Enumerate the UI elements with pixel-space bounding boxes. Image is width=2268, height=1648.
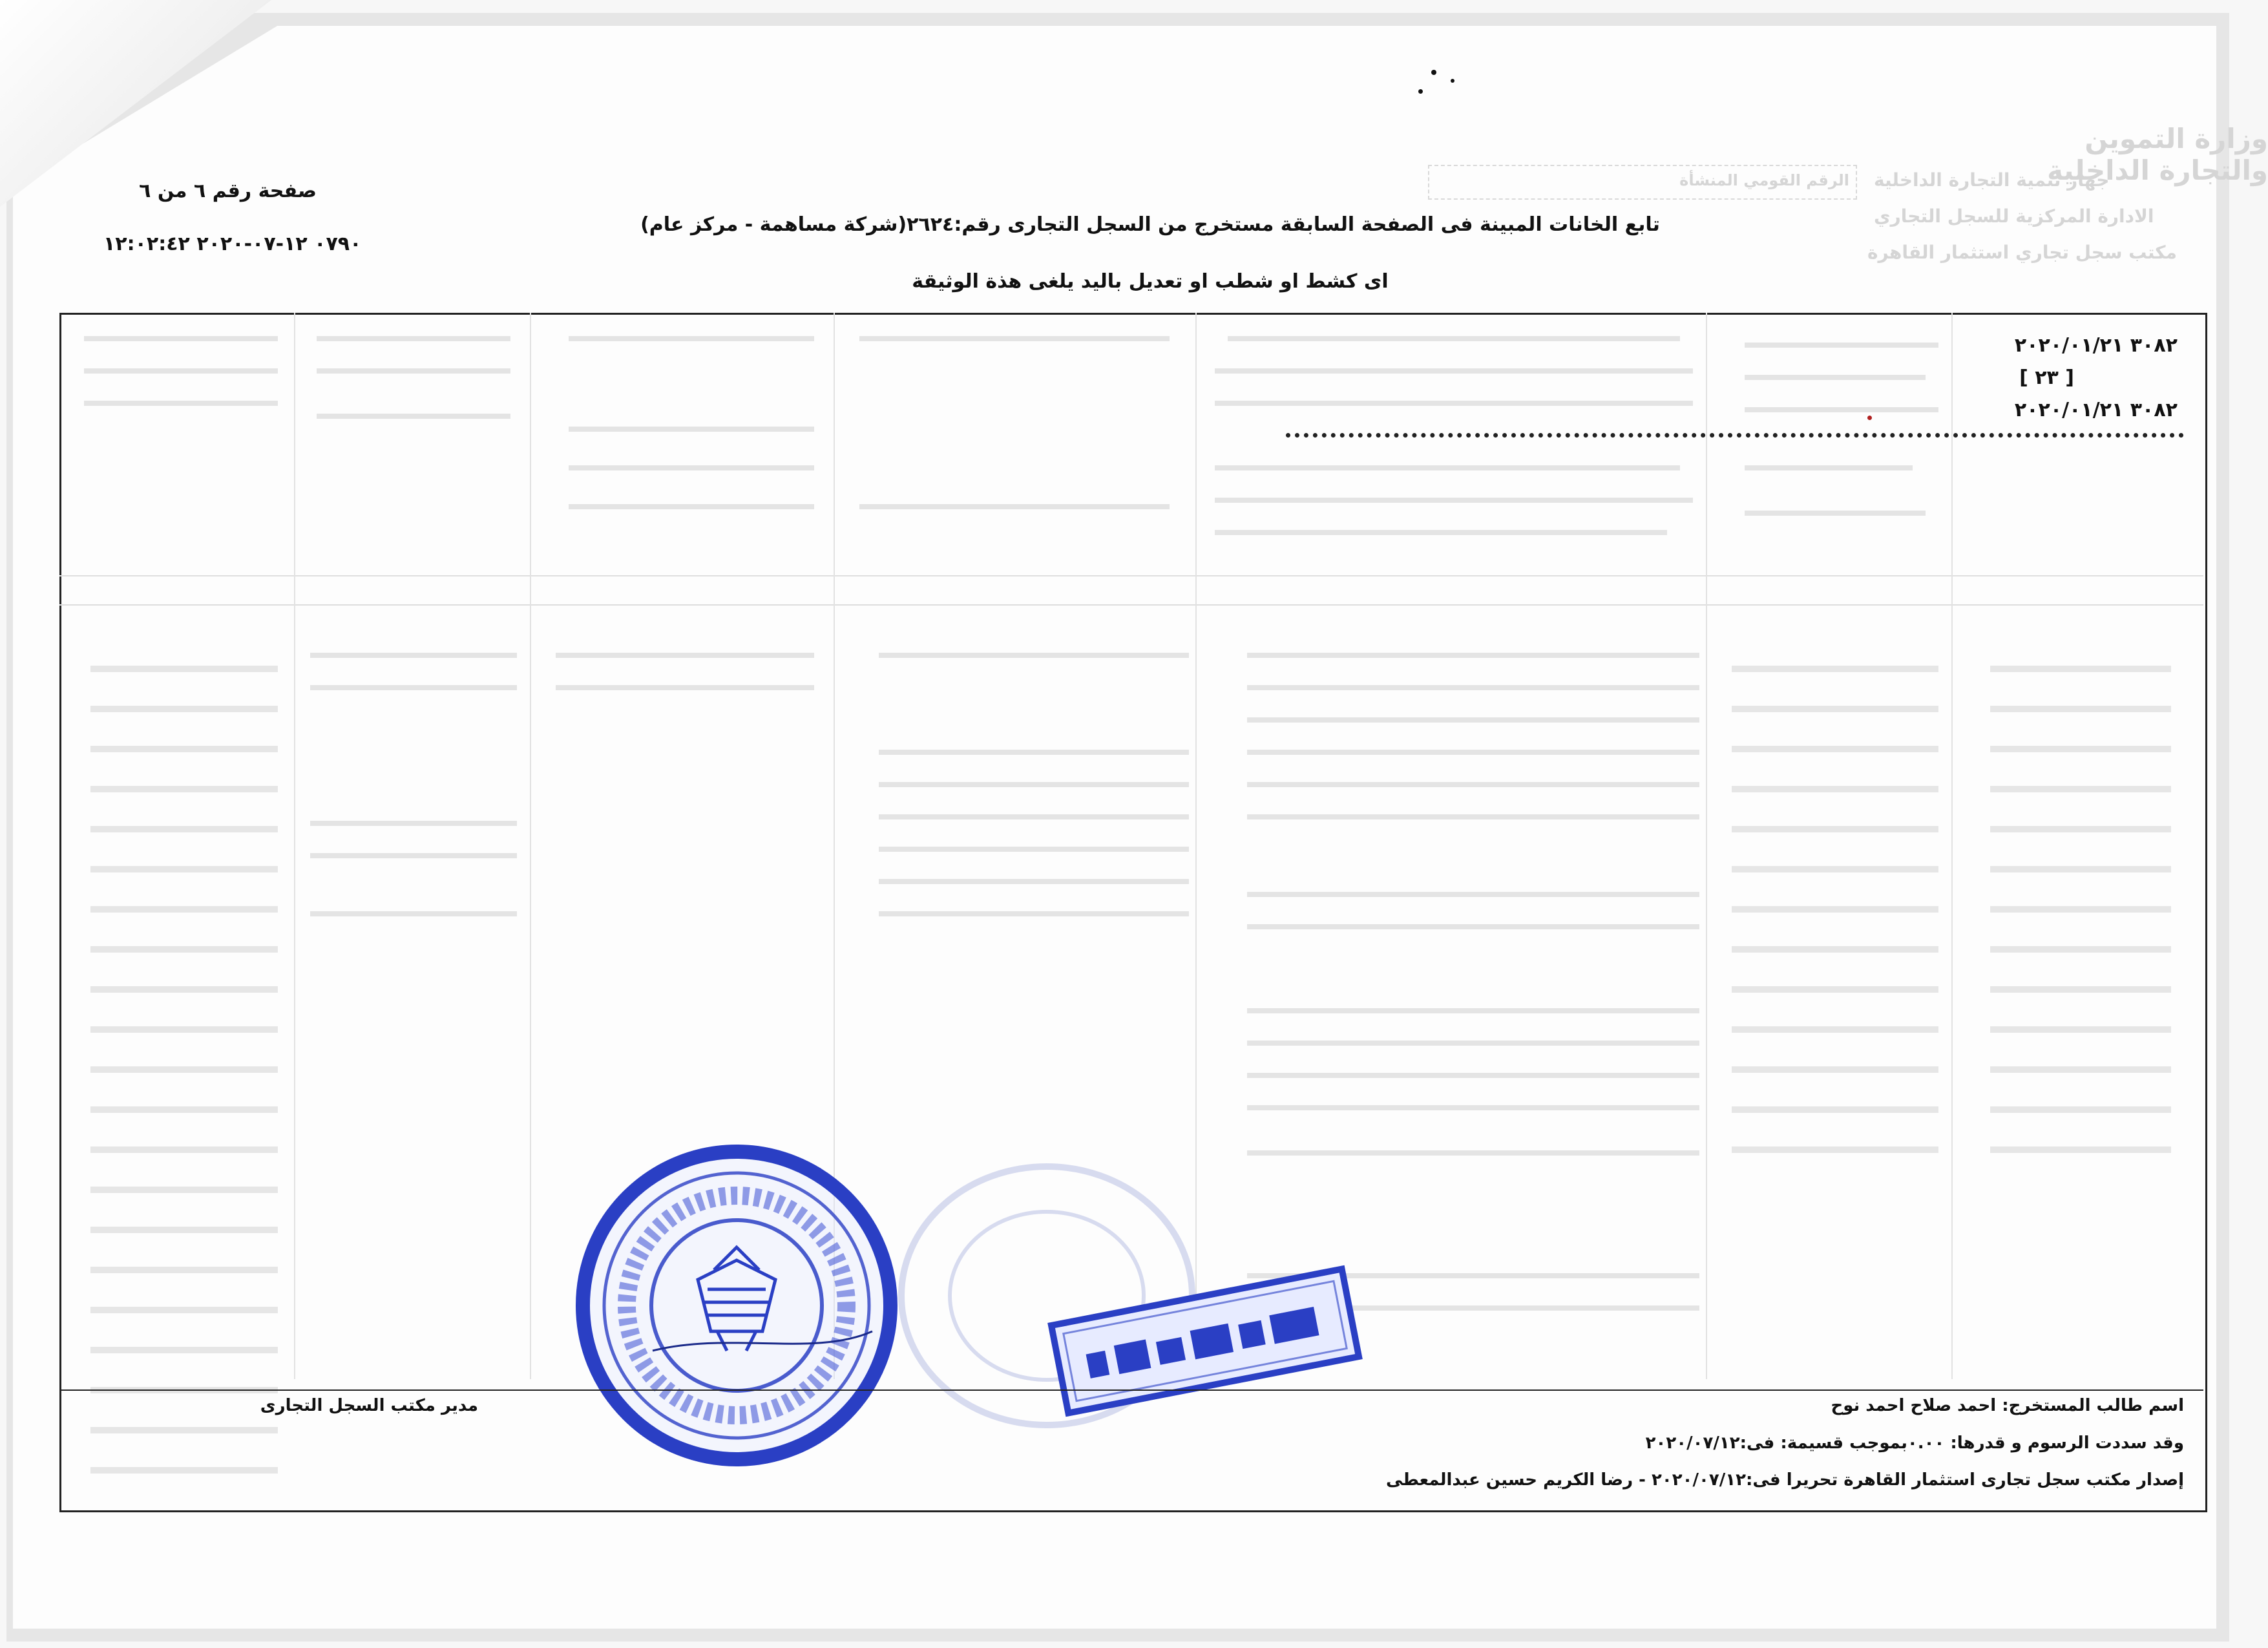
registry-entries xyxy=(1964,330,2178,427)
grid-line xyxy=(530,313,531,1379)
national-id-box xyxy=(1428,165,1857,200)
dotted-separator xyxy=(1286,433,2184,438)
letterhead-ministry: وزارة التموين والتجارة الداخلية xyxy=(2047,123,2268,186)
page-number: صفحة رقم ٦ من ٦ xyxy=(139,180,317,202)
letterhead-department: الادارة المركزية للسجل التجاري xyxy=(1874,206,2154,227)
registry-manager-signature: مدير مكتب السجل التجارى xyxy=(260,1396,478,1415)
warning-note: اى كشط او شطب او تعديل باليد يلغى هذة الوثيقة xyxy=(912,270,1389,293)
ink-speck xyxy=(1867,416,1872,420)
issuing-office: إصدار مكتب سجل تجارى استثمار القاهرة تحريرا فى:٢٠٢٠/٠٧/١٢ - رضا الكريم حسين عبدالمعطى xyxy=(1385,1470,2184,1490)
official-round-seal xyxy=(569,1137,905,1474)
page-title: تابع الخانات المبينة فى الصفحة السابقة مستخرج من السجل التجارى رقم:٢٦٢٤(شركة مساهمة - مركز عام) xyxy=(640,213,1660,236)
ink-speck xyxy=(1418,89,1423,94)
entry-line: ٣٠٨٢ ٢٠٢٠/٠١/٢١ xyxy=(2014,334,2178,357)
letterhead-office: مكتب سجل تجاري استثمار القاهرة xyxy=(1867,242,2177,263)
grid-line xyxy=(59,604,2203,606)
grid-line xyxy=(1951,313,1953,1379)
entry-line: ٣٠٨٢ ٢٠٢٠/٠١/٢١ xyxy=(2014,399,2178,421)
grid-line xyxy=(294,313,295,1379)
timestamp: ٠٧٩٠ ١٢-٠٧-٢٠٢٠ ١٢:٠٢:٤٢ xyxy=(103,233,362,255)
ink-speck xyxy=(1451,79,1454,83)
entry-line: [ ٢٣ ] xyxy=(2019,366,2074,389)
letterhead-authority: جهاز تنمية التجارة الداخلية xyxy=(1874,169,2110,191)
footer-divider xyxy=(59,1389,2203,1391)
ink-speck xyxy=(1431,70,1436,75)
fees-paid: وقد سددت الرسوم و قدرها: ٠.٠٠بموجب قسيمة: فى:٢٠٢٠/٠٧/١٢ xyxy=(1645,1433,2184,1453)
requester-name: اسم طالب المستخرج: احمد صلاح احمد نوح xyxy=(1831,1396,2184,1415)
national-id-label: الرقم القومي المنشأة xyxy=(1679,171,1849,189)
grid-line xyxy=(1706,313,1707,1379)
grid-line xyxy=(59,575,2203,576)
